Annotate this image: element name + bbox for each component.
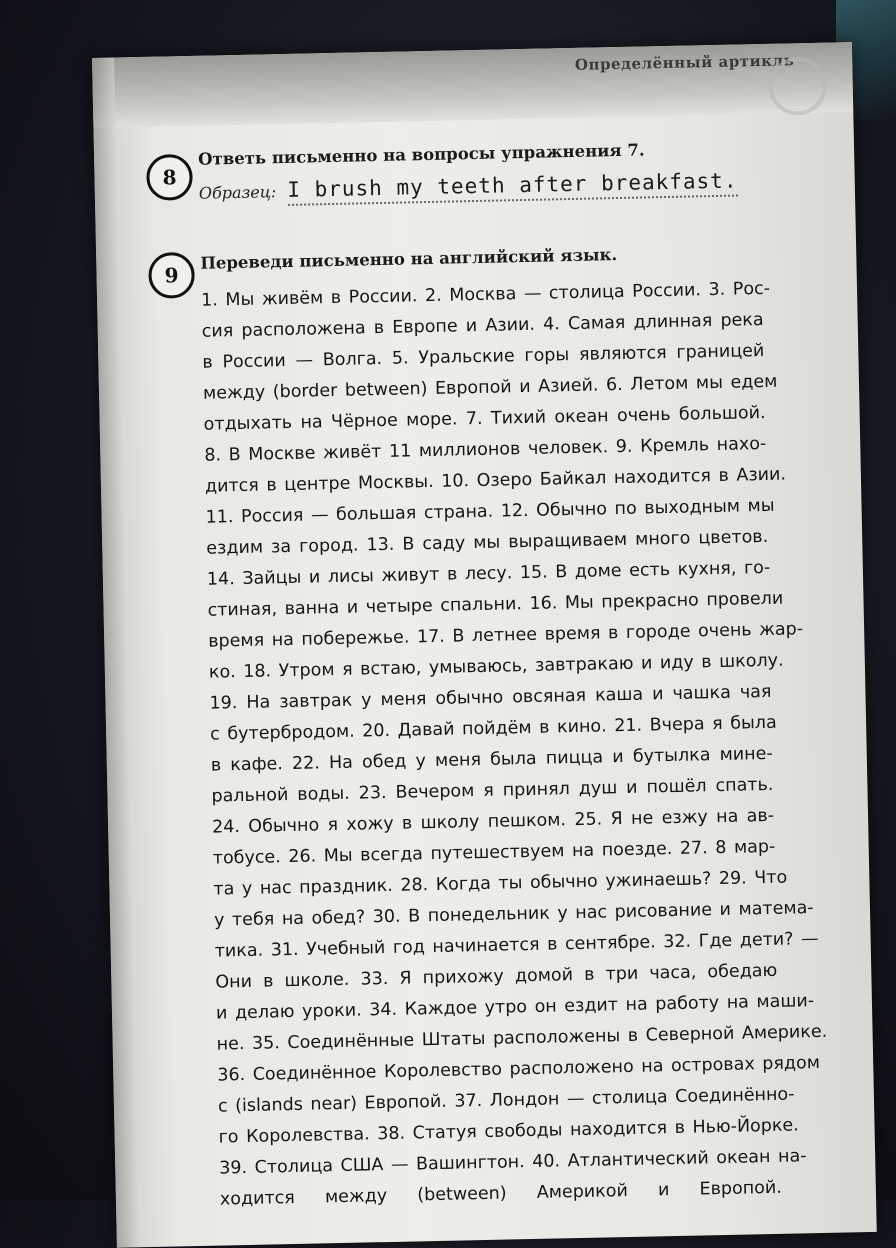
text-line: между (border between) Европой и Азией. 6. Летом мы едем [202, 371, 778, 404]
text-line: 24. Обычно я хожу в школу пешком. 25. Я не езжу на ав- [211, 805, 775, 838]
text-line: го Королевства. 38. Статуя свободы находится в Нью-Йорке. [218, 1115, 799, 1148]
handwritten-answer: I brush my teeth after breakfast. [287, 169, 738, 206]
text-line: у тебя на обед? 30. В понедельник у нас рисование и матема- [213, 898, 814, 931]
text-line: 39. Столица США — Вашингтон. 40. Атлантический океан на- [219, 1146, 807, 1179]
text-line: время на побережье. 17. В летнее время в городе очень жар- [208, 619, 804, 652]
page-fold-shadow [92, 58, 139, 1248]
text-line: та у нас праздник. 28. Когда ты обычно ужинаешь? 29. Что [213, 867, 788, 900]
text-line: 36. Соединённое Королевство расположено на островах рядом [217, 1052, 821, 1086]
exercise-8-number: 8 [146, 154, 193, 201]
exercise-9-title: Переведи письменно на английский язык. [200, 245, 618, 273]
text-line: с бутербродом. 20. Давай пойдём в кино. 21. Вчера я была [209, 712, 777, 745]
text-line: в кафе. 22. На обед у меня была пицца и бутылка мине- [210, 743, 773, 776]
sample-label: Образец: [198, 182, 277, 203]
text-line: с (islands near) Европой. 37. Лондон — столица Соединённо- [217, 1084, 795, 1117]
text-line: сия расположена в Европе и Азии. 4. Самая длинная река [201, 309, 764, 342]
text-line: 1. Мы живём в России. 2. Москва — столица России. 3. Рос- [200, 278, 771, 311]
text-line: отдыхать на Чёрное море. 7. Тихий океан очень большой. [203, 402, 766, 435]
page-header-title: Определённый артикль [574, 51, 795, 74]
text-line: ральной воды. 23. Вечером я принял душ и пошёл спать. [211, 774, 774, 807]
exercise-9-text [200, 274, 828, 1216]
text-line: ездим за город. 13. В саду мы выращиваем много цветов. [206, 526, 769, 559]
text-line: тобусе. 26. Мы всегда путешествуем на поезде. 27. 8 мар- [212, 836, 776, 869]
text-line: 14. Зайцы и лисы живут в лесу. 15. В доме есть кухня, го- [206, 557, 771, 590]
text-line: тика. 31. Учебный год начинается в сентябре. 32. Где дети? — [214, 928, 819, 962]
text-line: стиная, ванна и четыре спальни. 16. Мы прекрасно провели [207, 588, 784, 621]
text-line: 8. В Москве живёт 11 миллионов человек. 9. Кремль нахо- [204, 433, 767, 466]
text-line: ко. 18. Утром я встаю, умываюсь, завтракаю и иду в школу. [208, 650, 784, 683]
text-line: 19. На завтрак у меня обычно овсяная каша и чашка чая [209, 681, 772, 714]
exercise-9-number: 9 [148, 252, 195, 299]
exercise-8-sample [199, 169, 738, 204]
textbook-page [92, 42, 877, 1248]
text-line: не. 35. Соединённые Штаты расположены в Северной Америке. [216, 1021, 828, 1055]
text-line: Они в школе. 33. Я прихожу домой в три часа, обедаю [215, 960, 778, 993]
text-line: ходится между (between) Америкой и Европой. [219, 1177, 783, 1210]
text-line: 11. Россия — большая страна. 12. Обычно по выходным мы [205, 495, 775, 528]
text-line: дится в центре Москвы. 10. Озеро Байкал находится в Азии. [204, 464, 787, 497]
text-line: и делаю уроки. 34. Каждое утро он ездит на работу на маши- [215, 991, 815, 1024]
text-line: в России — Волга. 5. Уральские горы являются границей [202, 340, 765, 373]
exercise-8-title: Ответь письменно на вопросы упражнения 7. [197, 140, 645, 169]
